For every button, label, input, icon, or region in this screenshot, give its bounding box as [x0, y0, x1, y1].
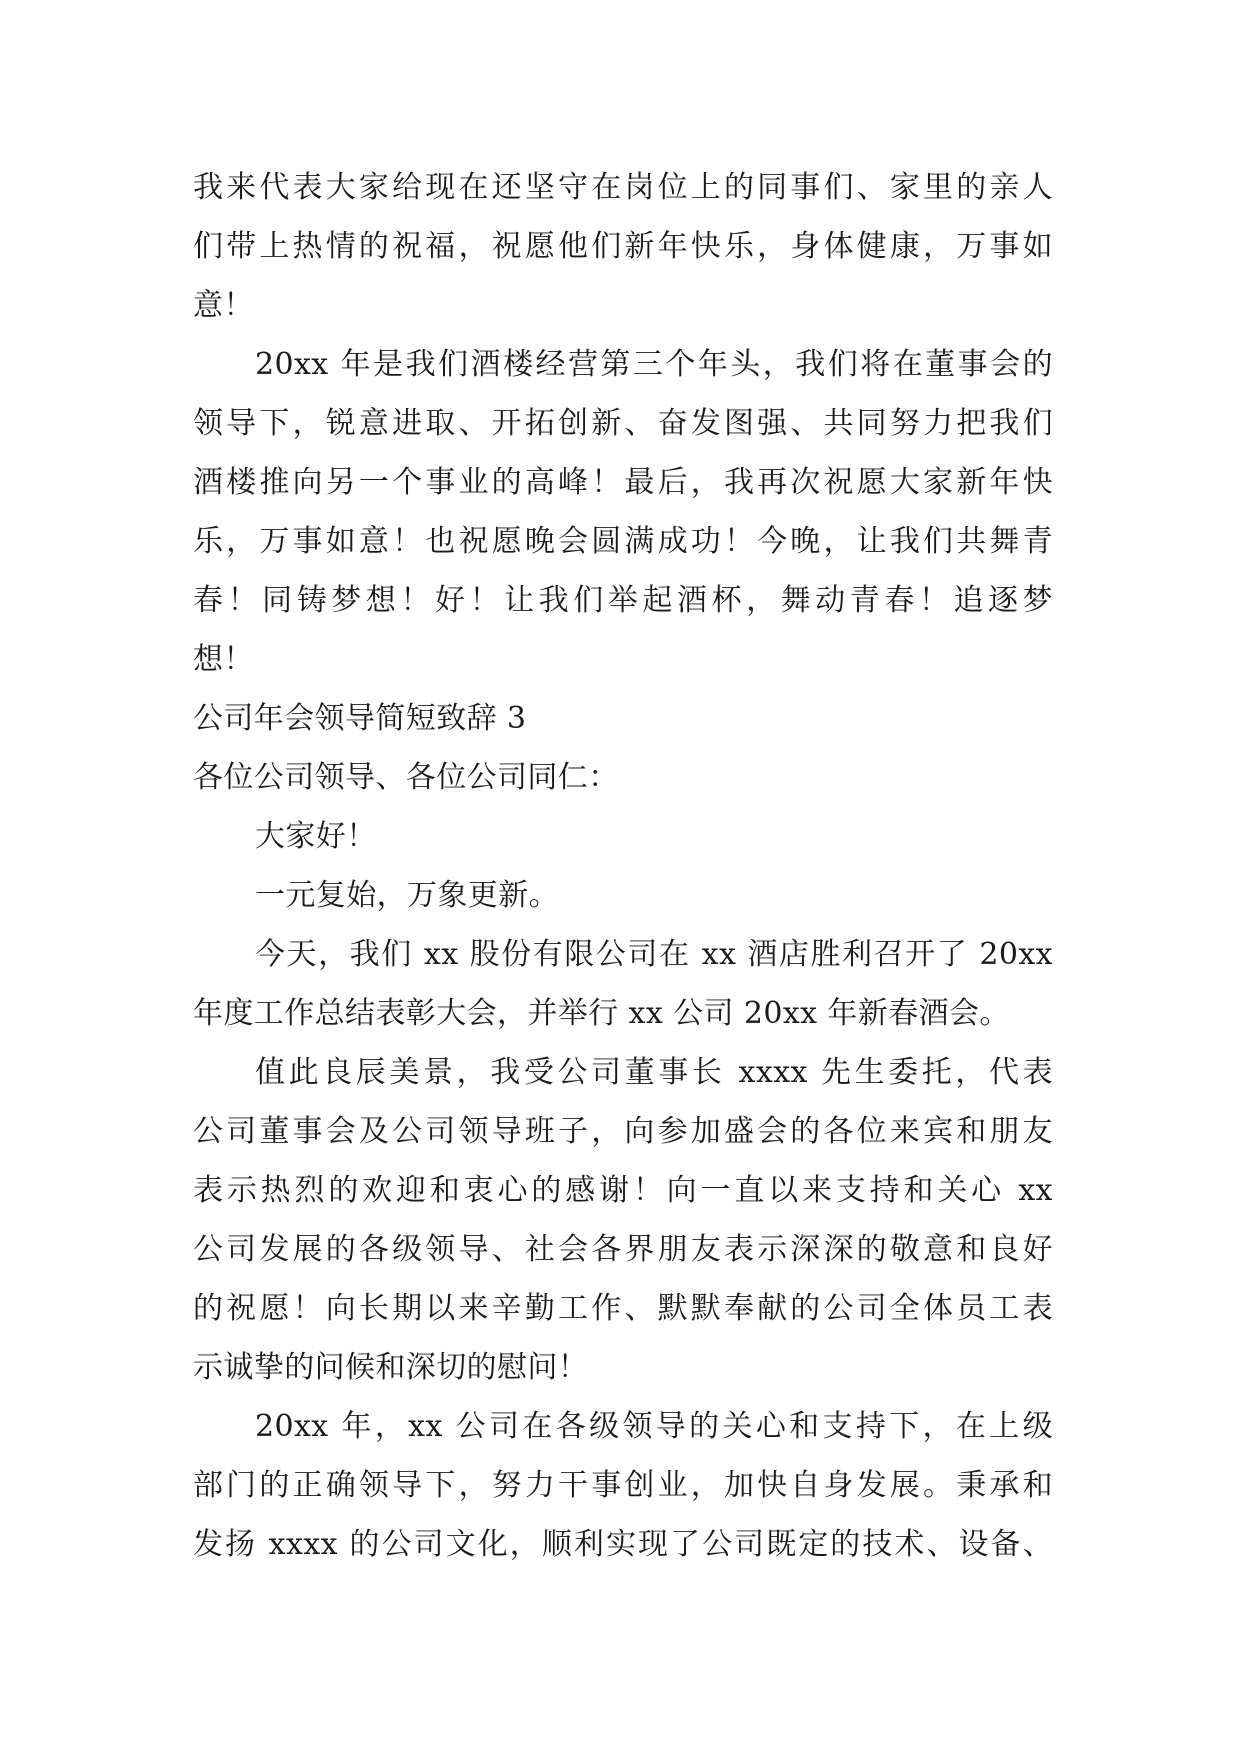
paragraph-line: 年度工作总结表彰大会，并举行 xx 公司 20xx 年新春酒会。	[193, 996, 1010, 1031]
paragraph-line: 公司发展的各级领导、社会各界朋友表示深深的敬意和良好	[193, 1232, 1053, 1267]
paragraph-line: 的祝愿！向长期以来辛勤工作、默默奉献的公司全体员工表	[193, 1291, 1053, 1326]
paragraph-line: 20xx 年是我们酒楼经营第三个年头，我们将在董事会的	[255, 347, 1053, 382]
paragraph-line: 领导下，锐意进取、开拓创新、奋发图强、共同努力把我们	[193, 406, 1053, 441]
paragraph-line: 发扬 xxxx 的公司文化，顺利实现了公司既定的技术、设备、	[193, 1527, 1053, 1562]
paragraph-line: 想！	[193, 642, 254, 677]
salutation: 各位公司领导、各位公司同仁：	[193, 760, 619, 795]
paragraph-line: 我来代表大家给现在还坚守在岗位上的同事们、家里的亲人	[193, 170, 1053, 205]
paragraph-annual-meeting	[193, 925, 1053, 1043]
paragraph-line: 春！同铸梦想！好！让我们举起酒杯，舞动青春！追逐梦	[193, 583, 1053, 618]
paragraph-thanks	[193, 1043, 1053, 1397]
opening-line: 一元复始，万象更新。	[255, 878, 559, 913]
paragraph-line: 意！	[193, 288, 254, 323]
greeting: 大家好！	[255, 819, 377, 854]
paragraph-line: 值此良辰美景，我受公司董事长 xxxx 先生委托，代表	[255, 1055, 1053, 1090]
paragraph-line: 部门的正确领导下，努力干事创业，加快自身发展。秉承和	[193, 1468, 1053, 1503]
paragraph-line: 乐，万事如意！也祝愿晚会圆满成功！今晚，让我们共舞青	[193, 524, 1053, 559]
paragraph-line: 们带上热情的祝福，祝愿他们新年快乐，身体健康，万事如	[193, 229, 1053, 264]
paragraph-line: 酒楼推向另一个事业的高峰！最后，我再次祝愿大家新年快	[193, 465, 1053, 500]
paragraph-line: 示诚挚的问候和深切的慰问！	[193, 1350, 589, 1385]
paragraph-line: 公司董事会及公司领导班子，向参加盛会的各位来宾和朋友	[193, 1114, 1053, 1149]
paragraph-blessing	[193, 158, 1053, 335]
document-body	[193, 158, 1053, 1574]
section-title: 公司年会领导简短致辞 3	[193, 701, 527, 736]
paragraph-line: 20xx 年，xx 公司在各级领导的关心和支持下，在上级	[255, 1409, 1053, 1444]
paragraph-line: 表示热烈的欢迎和衷心的感谢！向一直以来支持和关心 xx	[193, 1173, 1053, 1208]
paragraph-line: 今天，我们 xx 股份有限公司在 xx 酒店胜利召开了 20xx	[255, 937, 1053, 972]
paragraph-restaurant-year	[193, 335, 1053, 689]
paragraph-company-review	[193, 1397, 1053, 1574]
